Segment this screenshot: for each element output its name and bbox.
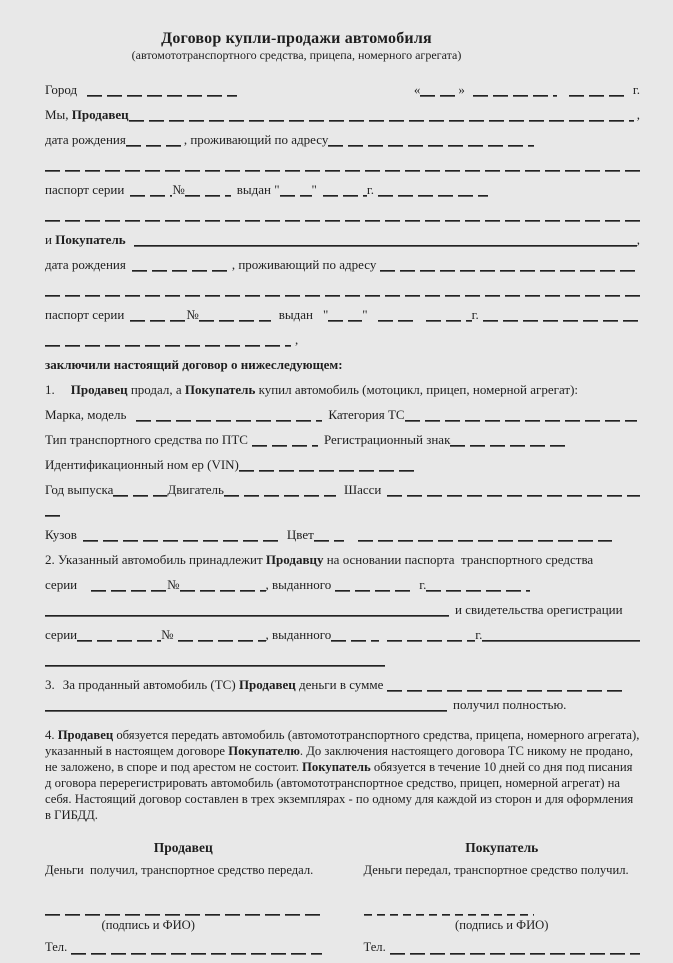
label-bold: Продавец xyxy=(70,382,128,397)
blank-field xyxy=(45,282,640,297)
label: деньги в сумме xyxy=(295,677,387,692)
buyer-signature-blank xyxy=(364,902,534,916)
blank-field xyxy=(180,577,266,592)
label: « xyxy=(413,82,421,97)
label: Идентификационный ном ер (VIN) xyxy=(45,457,239,472)
clause-1-line xyxy=(45,372,640,397)
label: , xyxy=(295,332,299,347)
blank-field xyxy=(420,82,458,97)
blank-field xyxy=(331,627,379,642)
label: и xyxy=(45,232,56,247)
seller-column-title: Продавец xyxy=(153,840,213,855)
label: выдан xyxy=(278,307,313,322)
blank-field xyxy=(199,307,271,322)
label: г. xyxy=(632,82,640,97)
label: , xyxy=(636,107,640,122)
label: , xyxy=(636,232,640,247)
sts-series-line xyxy=(45,617,640,642)
blank-field xyxy=(45,207,640,222)
blank-field xyxy=(45,502,61,517)
blank-field xyxy=(239,457,419,472)
label: № xyxy=(161,627,174,642)
blank-field xyxy=(473,82,557,97)
label: получил полностью. xyxy=(453,697,567,712)
blank-field xyxy=(323,182,367,197)
blank-field xyxy=(130,182,172,197)
blank-field xyxy=(426,577,530,592)
label: Город xyxy=(45,82,78,97)
label-bold: Продавец xyxy=(57,728,114,742)
buyer-signature-block xyxy=(364,839,641,955)
label: Марка, модель xyxy=(45,407,127,422)
label: серии xyxy=(45,627,78,642)
blank-field xyxy=(328,132,534,147)
seller-birth-address-line xyxy=(45,122,640,147)
label-bold: Покупатель xyxy=(302,760,371,774)
label: продал, а xyxy=(127,382,185,397)
agreement-intro-line xyxy=(45,347,640,372)
page-subtitle: (автомототранспортного средства, прицепа, номерного агрегата) xyxy=(131,48,462,62)
seller-signature-block xyxy=(45,839,322,955)
label: За проданный автомобиль (ТС) xyxy=(62,677,239,692)
seller-statement: Деньги получил, транспортное средство передал. xyxy=(45,863,314,877)
label: 3. xyxy=(45,677,55,692)
label: , проживающий по адресу xyxy=(183,132,329,147)
label: , выданного xyxy=(265,627,332,642)
blank-field xyxy=(335,577,411,592)
blank-field xyxy=(130,307,186,322)
blank-field xyxy=(136,407,322,422)
blank-field xyxy=(132,257,232,272)
sts-line-2 xyxy=(45,642,640,667)
label: № xyxy=(167,577,180,592)
label: " xyxy=(362,307,368,322)
buyer-signature-row xyxy=(364,902,641,916)
buyer-phone-row xyxy=(364,940,641,955)
label-bold: Продавец xyxy=(71,107,129,122)
label: дата рождения xyxy=(45,132,126,147)
label-bold: Продавец xyxy=(238,677,296,692)
label: 2. Указанный автомобиль принадлежит xyxy=(45,552,266,567)
seller-signature-row xyxy=(45,902,322,916)
blank-field xyxy=(280,182,312,197)
label: Кузов xyxy=(45,527,77,542)
blank-field xyxy=(252,432,318,447)
seller-passport-line xyxy=(45,172,640,197)
seller-phone-row xyxy=(45,940,322,955)
label: и свидетельства орегистрации xyxy=(455,602,623,617)
blank-field xyxy=(387,627,475,642)
buyer-passport-line xyxy=(45,297,640,322)
buyer-signature-caption: (подпись и ФИО) xyxy=(455,918,549,932)
seller-phone-label: Тел. xyxy=(45,940,68,954)
blank-field xyxy=(426,307,472,322)
chassis-wrap-line xyxy=(45,497,640,517)
blank-field xyxy=(387,482,640,497)
label: г. xyxy=(419,577,427,592)
label: г. xyxy=(471,307,479,322)
label: № xyxy=(172,182,185,197)
label: Мы, xyxy=(45,107,72,122)
blank-field xyxy=(482,627,640,642)
blank-field xyxy=(113,482,167,497)
pts-series-line xyxy=(45,567,640,592)
label: 4. xyxy=(45,728,58,742)
label: , выданного xyxy=(265,577,332,592)
blank-field xyxy=(378,182,488,197)
label: Цвет xyxy=(286,527,314,542)
clause-3-line-2 xyxy=(45,692,640,712)
buyer-column-title: Покупатель xyxy=(465,840,539,855)
label-bold: заключили настоящий договор о нижеследующем: xyxy=(45,357,343,372)
seller-phone-blank xyxy=(71,941,321,955)
signatures-section xyxy=(45,839,640,955)
label: серии xyxy=(45,577,78,592)
blank-field xyxy=(569,82,629,97)
registration-certificate-line xyxy=(45,592,640,617)
buyer-passport-line-2 xyxy=(45,322,640,347)
label: Категория ТС xyxy=(328,407,405,422)
blank-field xyxy=(483,307,640,322)
blank-field xyxy=(314,527,344,542)
blank-field xyxy=(126,132,184,147)
blank-field xyxy=(178,627,266,642)
label: Год выпуска xyxy=(45,482,114,497)
label: г. xyxy=(475,627,483,642)
label-bold: Покупатель xyxy=(55,232,126,247)
label: обязуется передать автомобиль (автомототранспортного средства, прицепа, номерного агрегата), указанный в настоящем договоре xyxy=(45,728,640,758)
label: » xyxy=(458,82,465,97)
label: паспорт серии xyxy=(45,182,125,197)
label: " xyxy=(311,182,317,197)
blank-field xyxy=(387,677,624,692)
label: купил автомобиль (мотоцикл, прицеп, номерной агрегат): xyxy=(255,382,579,397)
label-bold: Покупатель xyxy=(184,382,256,397)
blank-field xyxy=(129,107,634,122)
seller-address-line-2 xyxy=(45,147,640,172)
label: , проживающий по адресу xyxy=(231,257,377,272)
label: обязуется в течение 10 дней со дня под писания д оговора перерегистрировать автомобиль (автомототранспортное средство, прицеп, номерной агрегат) на себя. Настоящий договор составлен в трех экземплярах - по одному для каждой из сторон и для оформления в ГИБДД. xyxy=(45,760,634,822)
label: Регистрационный знак xyxy=(323,432,451,447)
label: № xyxy=(186,307,199,322)
blank-field xyxy=(45,332,291,347)
seller-signature-blank xyxy=(45,902,322,916)
year-engine-chassis-line xyxy=(45,472,640,497)
buyer-statement: Деньги передал, транспортное средство получил. xyxy=(363,863,629,877)
label: паспорт серии xyxy=(45,307,125,322)
blank-field xyxy=(87,82,237,97)
document-header xyxy=(45,30,548,63)
label: " xyxy=(322,307,329,322)
buyer-phone-label: Тел. xyxy=(363,940,386,954)
blank-field xyxy=(45,157,640,172)
vin-line xyxy=(45,447,640,472)
city-date-line xyxy=(45,72,640,97)
blank-field xyxy=(45,602,449,617)
clause-4-paragraph xyxy=(45,727,640,823)
buyer-phone-blank xyxy=(390,941,640,955)
seller-passport-line-2 xyxy=(45,197,640,222)
seller-signature-caption: (подпись и ФИО) xyxy=(101,918,195,932)
blank-field xyxy=(378,307,418,322)
blank-field xyxy=(185,182,231,197)
blank-field xyxy=(91,577,167,592)
label: Двигатель xyxy=(167,482,224,497)
blank-field xyxy=(45,652,385,667)
clause-3-line xyxy=(45,667,640,692)
label: г. xyxy=(366,182,374,197)
label-bold: Покупателю xyxy=(228,744,300,758)
vehicle-type-line xyxy=(45,422,640,447)
blank-field xyxy=(358,527,612,542)
buyer-address-line-2 xyxy=(45,272,640,297)
seller-name-line xyxy=(45,97,640,122)
label-bold: Продавцу xyxy=(265,552,324,567)
label: 1. xyxy=(45,382,55,397)
label: Шасси xyxy=(343,482,382,497)
blank-field xyxy=(45,697,447,712)
blank-field xyxy=(380,257,640,272)
blank-field xyxy=(134,232,637,247)
label: . До заключения настоящего договора ТС никому не продано, не заложено, в споре и под арестом не состоит. xyxy=(45,744,633,774)
blank-field xyxy=(405,407,637,422)
body-color-line xyxy=(45,517,640,542)
label: дата рождения xyxy=(45,257,126,272)
form-lines xyxy=(45,72,640,712)
blank-field xyxy=(224,482,336,497)
make-model-line xyxy=(45,397,640,422)
label: выдан " xyxy=(236,182,280,197)
buyer-name-line xyxy=(45,222,640,247)
clause-2-line xyxy=(45,542,640,567)
label: на основании паспорта транспортного средства xyxy=(323,552,594,567)
page-title: Договор купли-продажи автомобиля xyxy=(161,30,432,47)
blank-field xyxy=(450,432,570,447)
buyer-birth-address-line xyxy=(45,247,640,272)
blank-field xyxy=(83,527,279,542)
blank-field xyxy=(328,307,362,322)
blank-field xyxy=(77,627,161,642)
label: Тип транспортного средства по ПТС xyxy=(45,432,248,447)
